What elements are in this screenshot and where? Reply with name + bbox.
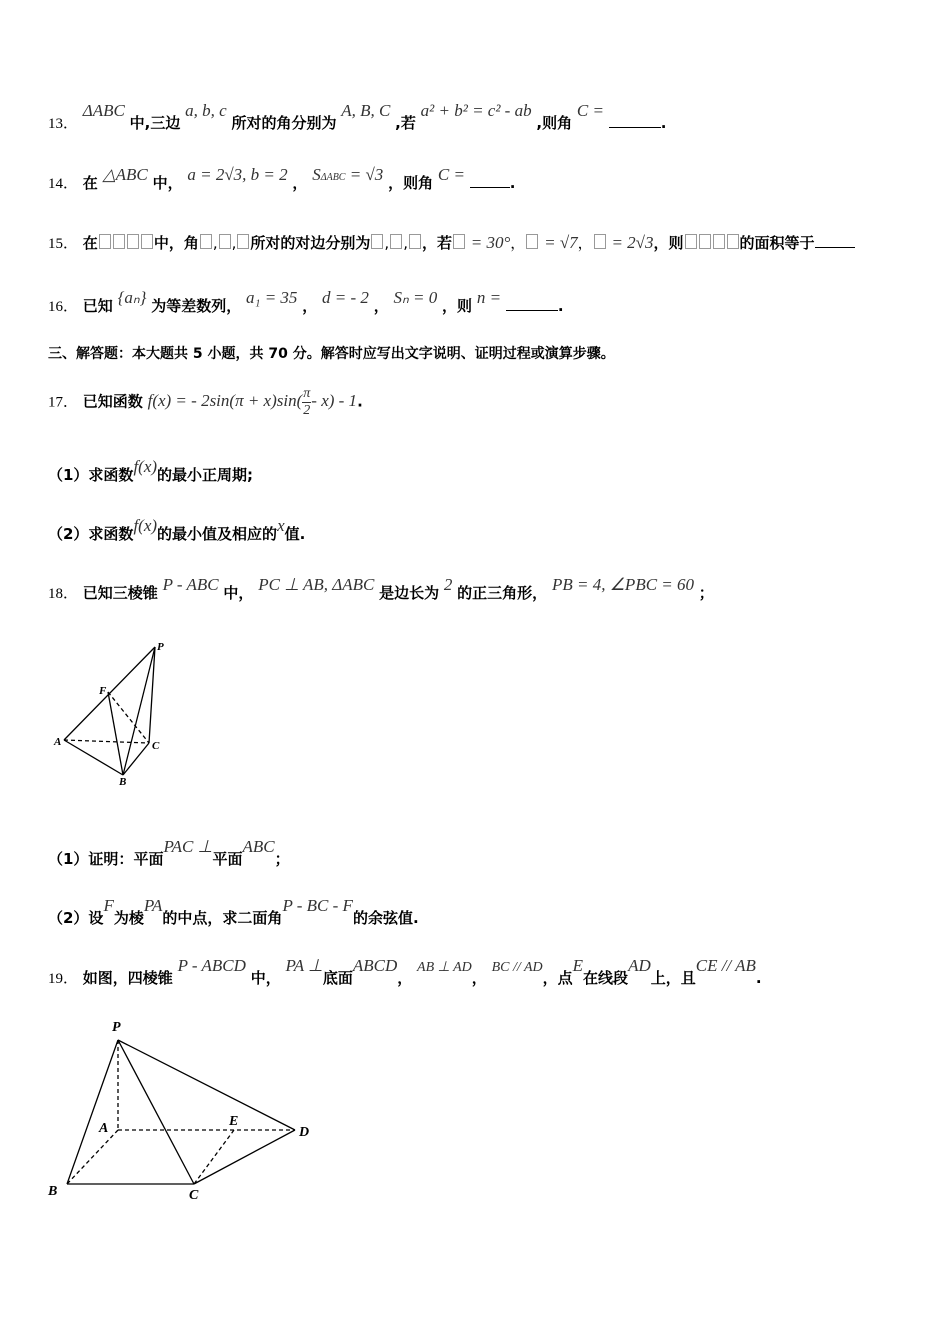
text: ， (292, 174, 308, 192)
math-sequence: {aₙ} (117, 288, 147, 307)
edge-AB (64, 740, 123, 775)
text: ，则 (653, 234, 684, 252)
answer-blank[interactable] (815, 235, 855, 248)
math-n: n = (476, 288, 502, 307)
missing-glyph (685, 234, 697, 249)
text: f(x) = - 2sin(π + x)sin( (147, 391, 303, 411)
edge-AC-hidden (64, 740, 149, 743)
text: 底面 (322, 969, 353, 987)
missing-glyph (127, 234, 139, 249)
math-base: ABCD (352, 956, 398, 975)
math-pyramid: P - ABC (162, 575, 219, 594)
question-number: 18． (48, 586, 79, 602)
math-perp: PA ⊥ (285, 956, 323, 975)
math-sum: Sₙ = 0 (393, 288, 438, 307)
math-plane: PAC ⊥ (163, 837, 213, 856)
question-16 (48, 288, 564, 316)
math-angles: A, B, C (341, 101, 391, 120)
text: ， (397, 969, 413, 987)
text: - x) - 1 (311, 391, 358, 411)
text: ，则 (442, 297, 473, 315)
text: 的最小值及相应的 (157, 525, 278, 543)
math-c: C = (576, 101, 604, 120)
math-pyramid: P - ABCD (177, 956, 246, 975)
pyramid-figure-1 (50, 640, 180, 790)
text: （1）证明：平面 (48, 850, 164, 868)
math-condition: PB = 4, ∠PBC = 60 (551, 575, 695, 594)
missing-glyph (113, 234, 125, 249)
question-18 (48, 575, 714, 603)
label-D: D (299, 1125, 310, 1140)
numerator: π (303, 386, 311, 401)
missing-glyph (237, 234, 249, 249)
text: 平面 (212, 850, 243, 868)
text: 中， (250, 969, 281, 987)
text: 上，且 (650, 969, 696, 987)
question-18-part-1 (48, 837, 290, 869)
math-sides: a = 2√3, b = 2 (187, 165, 288, 184)
text: 的最小正周期; (157, 466, 254, 484)
label-A: A (54, 736, 62, 748)
label-E: E (229, 1114, 239, 1129)
missing-glyph (200, 234, 212, 249)
text: 中， (152, 174, 183, 192)
edge-EC-hidden (194, 1130, 234, 1184)
question-number: 16． (48, 299, 79, 315)
question-number: 19． (48, 971, 79, 987)
text: 的面积等于 (739, 234, 815, 252)
text: ； (698, 584, 714, 602)
question-number: 13． (48, 116, 79, 132)
edge-PD (118, 1040, 295, 1130)
text: 已知 (82, 297, 113, 315)
text: 值. (284, 525, 306, 543)
text: （2）求函数 (48, 525, 134, 543)
label-B: B (48, 1184, 58, 1199)
text: （1）求函数 (48, 466, 134, 484)
label-B: B (119, 776, 127, 788)
text: 中， (223, 584, 254, 602)
text: 的余弦值. (352, 909, 419, 927)
question-number: 17． (48, 394, 79, 411)
question-13 (48, 101, 667, 133)
text: 所对的对边分别为 (250, 234, 371, 252)
text: 在线段 (583, 969, 629, 987)
math-side: = 2√3 (611, 233, 654, 252)
text: 所对的角分别为 (231, 114, 337, 132)
denominator: 2 (303, 403, 311, 418)
text: 在 (82, 174, 98, 192)
missing-glyph (409, 234, 421, 249)
question-18-part-2 (48, 896, 419, 928)
text: ， (471, 969, 487, 987)
text: ,若 (395, 114, 416, 132)
missing-glyph (219, 234, 231, 249)
text: 已知三棱锥 (82, 584, 158, 602)
text: 是边长为 (379, 584, 440, 602)
math-sides: a, b, c (185, 101, 227, 120)
question-14 (48, 165, 516, 193)
text: . (557, 297, 564, 315)
math-area (312, 165, 383, 184)
missing-glyph (390, 234, 402, 249)
math-fx: f(x) (133, 516, 158, 535)
edge-PC (118, 1040, 194, 1184)
math-c: C = (437, 165, 465, 184)
math-triangle: △ABC (102, 165, 148, 184)
math-dihedral: P - BC - F (282, 896, 353, 915)
math-parallel: CE // AB (695, 956, 756, 975)
edge-FB (108, 692, 123, 775)
math-difference: d = - 2 (322, 288, 369, 307)
math-condition: PC ⊥ AB, ΔABC (258, 575, 375, 594)
text: ， (302, 297, 318, 315)
math-point: F (103, 896, 114, 915)
math-function (147, 386, 358, 418)
math-fx: f(x) (133, 457, 158, 476)
math-angle: = 30° (470, 233, 511, 252)
question-number: 15． (48, 236, 79, 252)
missing-glyph (99, 234, 111, 249)
missing-glyph (727, 234, 739, 249)
math-length: 2 (443, 575, 453, 594)
text: 为等差数列， (151, 297, 242, 315)
math-x: x (277, 516, 285, 535)
question-15: 15． 在 中，角 , , 所对的对边分别为 , , ，若 = 30°， = √7， = 2√3，则 的面积等于 (48, 232, 855, 253)
label-C: C (189, 1188, 199, 1203)
text: . (660, 114, 667, 132)
missing-glyph (371, 234, 383, 249)
text: 如图，四棱锥 (82, 969, 173, 987)
section-heading: 三、解答题：本大题共 5 小题，共 70 分。解答时应写出文字说明、证明过程或演算步骤。 (48, 346, 615, 362)
text: ， (373, 297, 389, 315)
math-point: E (572, 956, 584, 975)
label-A: A (99, 1121, 109, 1136)
edge-CD (194, 1130, 295, 1184)
math-triangle: ΔABC (82, 101, 125, 120)
text: ,则角 (536, 114, 573, 132)
text: 在 (82, 234, 98, 252)
text: . (357, 392, 363, 411)
missing-glyph (713, 234, 725, 249)
text: = √3 (349, 165, 384, 184)
math-plane: ABC (242, 837, 275, 856)
answer-blank[interactable] (609, 115, 661, 128)
question-19 (48, 956, 762, 988)
text: ，则角 (388, 174, 434, 192)
edge-AB-hidden (67, 1130, 118, 1184)
answer-blank[interactable] (506, 298, 558, 311)
missing-glyph (699, 234, 711, 249)
subscript: ΔABC (320, 172, 346, 183)
text: ，若 (421, 234, 452, 252)
edge-PB (67, 1040, 118, 1184)
missing-glyph (141, 234, 153, 249)
math-parallel: BC // AD (491, 960, 543, 975)
text: （2）设 (48, 909, 104, 927)
edge-FC-hidden (108, 692, 149, 743)
answer-blank[interactable] (470, 175, 510, 188)
question-17-part-1 (48, 457, 254, 485)
math-perp: AB ⊥ AD (417, 960, 472, 975)
text: . (755, 969, 762, 987)
question-17-part-2 (48, 516, 306, 544)
text: ； (274, 850, 290, 868)
label-C: C (152, 740, 160, 752)
math-side: = √7 (544, 233, 578, 252)
fraction (302, 386, 311, 419)
label-P: P (157, 641, 164, 653)
math-first-term: a₁ = 35 (246, 288, 298, 307)
text: S (312, 165, 321, 184)
text: 中，角 (153, 234, 199, 252)
text: 中,三边 (129, 114, 181, 132)
pyramid-figure-2 (42, 1015, 332, 1205)
missing-glyph (594, 234, 606, 249)
label-P: P (112, 1020, 121, 1035)
text: 已知函数 (82, 392, 143, 411)
label-F: F (99, 685, 107, 697)
text: 的正三角形， (457, 584, 548, 602)
math-edge: PA (143, 896, 163, 915)
missing-glyph (453, 234, 465, 249)
text: . (509, 174, 516, 192)
question-17 (48, 386, 363, 419)
text: 为棱 (113, 909, 144, 927)
question-number: 14． (48, 176, 79, 192)
text: ，点 (542, 969, 573, 987)
math-equation: a² + b² = c² - ab (420, 101, 532, 120)
text: 的中点，求二面角 (162, 909, 283, 927)
math-segment: AD (628, 956, 651, 975)
missing-glyph (526, 234, 538, 249)
